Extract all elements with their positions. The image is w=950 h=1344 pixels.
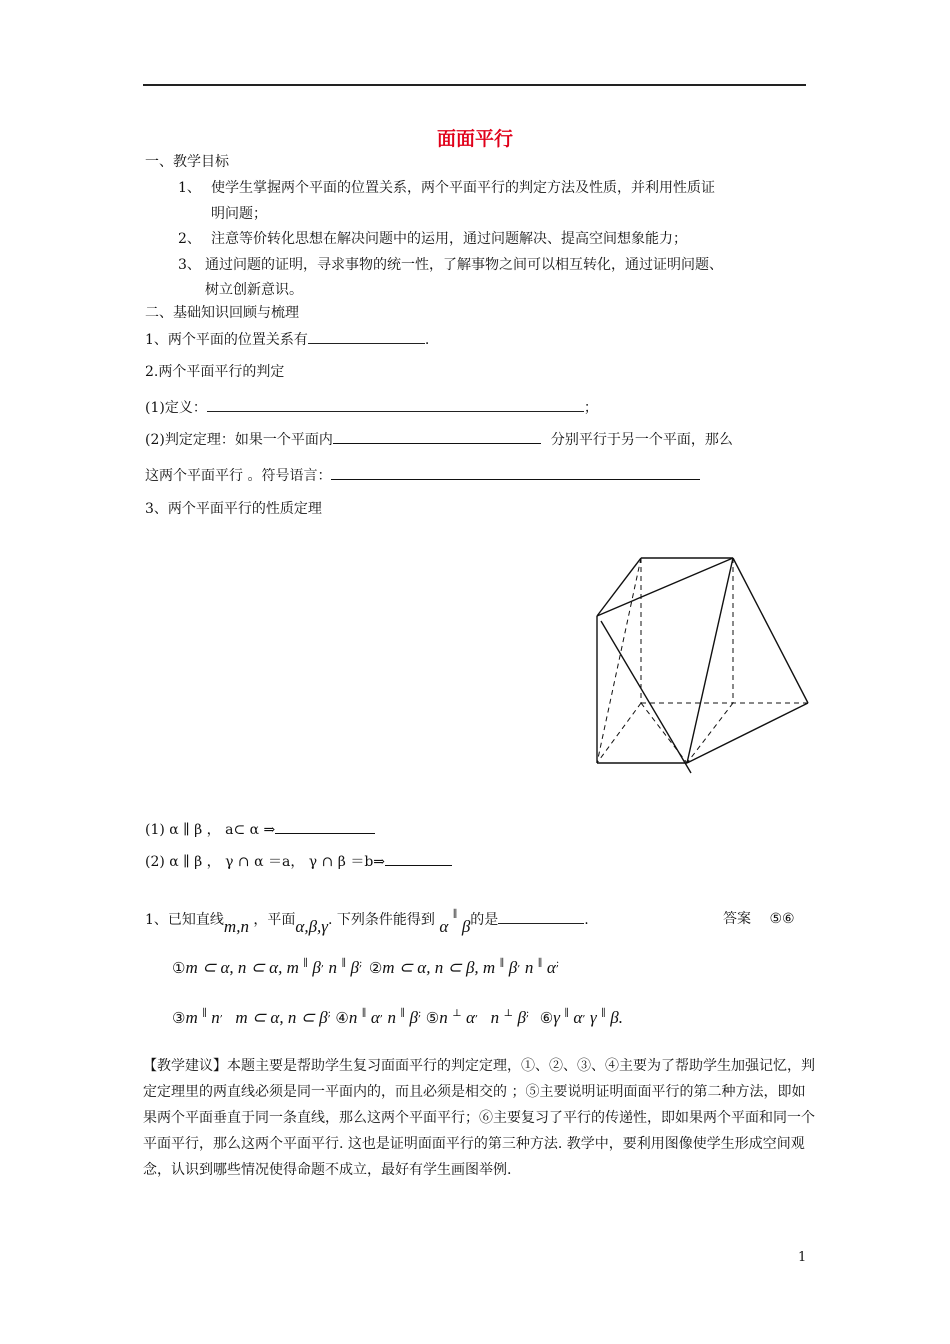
target-alpha: α: [439, 917, 449, 936]
goal-2-text: 注意等价转化思想在解决问题中的运用，通过问题解决、提高空间想象能力；: [211, 231, 687, 247]
option-5-perp-a: ⊥: [452, 1008, 462, 1019]
edge-inner-diagonal: [601, 621, 691, 773]
answer-value: ⑤⑥: [769, 911, 795, 927]
option-6-alpha: α: [573, 1008, 583, 1027]
goal-3-text-cont: 树立创新意识。: [205, 282, 303, 298]
option-1-mark: ①: [172, 959, 186, 977]
answer-line: [723, 908, 795, 928]
exercise-blank: [498, 908, 584, 924]
page-number: 1: [798, 1250, 807, 1265]
q1-blank: [308, 328, 425, 344]
figure-hidden-edges: [597, 558, 808, 763]
option-3-mark: ③: [172, 1009, 186, 1027]
property-1-text: (1) α ∥ β ， a⊂ α ⇒: [145, 822, 276, 838]
q1-text: 1、两个平面的位置关系有: [145, 332, 308, 348]
goal-1-text-cont: 明问题；: [211, 206, 267, 222]
option-5-mark: ⑤: [425, 1009, 440, 1027]
target-parallel: ∥: [452, 909, 458, 920]
planes-label: ，平面: [253, 912, 296, 928]
property-2-text: (2) α ∥ β ， γ ∩ α ＝a， γ ∩ β ＝b⇒: [145, 854, 386, 870]
option-2-mark: ②: [368, 959, 383, 977]
option-3-parallel: ∥: [202, 1008, 207, 1019]
lines-mn: m,n: [223, 917, 249, 936]
answer-label: 答案: [723, 911, 751, 927]
property-2-blank: [385, 850, 452, 866]
geometry-figure: [585, 550, 820, 775]
option-6-parallel-b: ∥: [601, 1008, 606, 1019]
option-6-beta: β: [610, 1008, 619, 1027]
option-5-n1: n: [439, 1008, 448, 1027]
property-2-line: [145, 850, 452, 871]
section-1-heading: 一、教学目标: [145, 154, 229, 170]
goal-3-text: 通过问题的证明，寻求事物的统一性，了解事物之间可以相互转化，通过证明问题、: [205, 257, 723, 273]
goal-1-text: 使学生掌握两个平面的位置关系，两个平面平行的判定方法及性质，并利用性质证: [211, 180, 715, 196]
exercise-condition: . 下列条件能得到: [328, 912, 435, 928]
theorem-line2-text: 这两个平面平行 。符号语言：: [145, 468, 332, 484]
goal-3-num: 3、: [178, 257, 201, 273]
option-4-alpha: α: [370, 1008, 380, 1027]
option-3-m: m: [185, 1008, 198, 1027]
option-1-beta-a: β: [312, 958, 321, 977]
option-6-gamma2: γ: [590, 1008, 597, 1027]
option-2-n: n: [524, 958, 534, 977]
q3-heading: 3、两个平面平行的性质定理: [145, 501, 322, 517]
option-4-n2: n: [387, 1008, 396, 1027]
option-2-expr: m ⊂ α, n ⊂ β, m: [382, 958, 496, 977]
option-1-expr: m ⊂ α, n ⊂ α, m: [185, 958, 299, 977]
theorem-mid: 分别平行于另一个平面，那么: [550, 432, 733, 448]
option-4-n1: n: [348, 1008, 358, 1027]
q2-definition-line: [145, 396, 598, 417]
option-6-parallel-a: ∥: [564, 1008, 569, 1019]
option-4-parallel-a: ∥: [361, 1008, 367, 1019]
exercise-end: .: [584, 912, 589, 928]
definition-blank: [207, 396, 584, 412]
q2-heading: 2.两个平面平行的判定: [145, 364, 285, 380]
option-1-parallel-b: ∥: [341, 958, 347, 969]
definition-label: (1)定义：: [145, 400, 207, 416]
option-5-alpha: α: [466, 1008, 475, 1027]
options-row-1: ①m ⊂ α, n ⊂ α, m ∥ β, n ∥ β; ②m ⊂ α, n ⊂ β, m ∥ β, n ∥ α;: [172, 958, 560, 977]
options-row-2: ③m ∥ n, m ⊂ α, n ⊂ β; ④n ∥ α, n ∥ β; ⑤n ⊥ α, n ⊥ β; ⑥γ ∥ α, γ ∥ β.: [172, 1008, 623, 1027]
target-beta: β: [461, 917, 471, 936]
exercise-question: [145, 908, 589, 936]
edge-right-slope: [733, 558, 808, 703]
q1-end: .: [424, 332, 430, 348]
q1-line: [145, 328, 429, 349]
option-6-gamma1: γ: [553, 1008, 560, 1027]
option-6-mark: ⑥: [539, 1009, 554, 1027]
edge-right-bottom: [687, 703, 808, 763]
option-3-expr: m ⊂ α, n ⊂ β: [235, 1008, 328, 1027]
page-title: 面面平行: [436, 128, 513, 150]
definition-end: ；: [583, 400, 598, 416]
option-5-n2: n: [490, 1008, 500, 1027]
option-2-parallel-a: ∥: [499, 958, 505, 969]
exercise-tail: 的是: [470, 912, 499, 928]
option-1-beta-b: β: [350, 958, 359, 977]
property-1-line: [145, 818, 375, 839]
option-5-perp-b: ⊥: [503, 1008, 513, 1019]
planes-abg: α,β,γ: [295, 917, 328, 936]
option-5-beta: β: [517, 1008, 526, 1027]
option-4-parallel-b: ∥: [400, 1008, 406, 1019]
option-4-beta: β: [409, 1008, 418, 1027]
hidden-edge-bottom-left: [597, 703, 641, 763]
option-1-parallel-a: ∥: [303, 958, 308, 969]
symbol-language-blank: [331, 464, 700, 480]
option-4-mark: ④: [335, 1009, 349, 1027]
section-2-heading: 二、基础知识回顾与梳理: [145, 305, 299, 321]
teaching-suggestion: 【教学建议】本题主要是帮助学生复习面面平行的判定定理，①、②、③、④主要为了帮助学生加强记忆，判定定理里的两直线必须是同一平面内的，而且必须是相交的 ；⑤主要说明证明面面平行的第二种方法，即如果两个平面垂直于同一条直线，那么这两个平面平行；⑥主要复习了平行的传递性，即如果两个平面和同一个平面平行，那么这两个平面平行. 这也是证明面面平行的第三种方法. 教学中，要利用图像使学生形成空间观念，认识到哪些情况使得命题不成立，最好有学生画图举例.: [143, 1058, 815, 1178]
q2-theorem-line2: [145, 464, 700, 485]
theorem-label: (2)判定定理：如果一个平面内: [145, 432, 333, 448]
goal-2-num: 2、: [178, 231, 201, 247]
property-1-blank: [275, 818, 375, 834]
exercise-intro: 1、已知直线: [145, 912, 224, 928]
option-6-end: .: [618, 1008, 623, 1027]
q2-theorem-line: [145, 428, 733, 449]
hidden-edge-bottom-cross: [641, 703, 687, 763]
goal-1-num: 1、: [178, 180, 201, 196]
option-2-beta: β: [508, 958, 518, 977]
option-2-alpha: α: [546, 958, 556, 977]
figure-solid-edges: [597, 558, 808, 773]
option-2-parallel-b: ∥: [537, 958, 543, 969]
option-1-n: n: [328, 958, 337, 977]
option-3-n: n: [211, 1008, 220, 1027]
theorem-blank: [333, 428, 541, 444]
header-rule: [143, 84, 806, 86]
edge-upper-cross: [597, 558, 733, 616]
